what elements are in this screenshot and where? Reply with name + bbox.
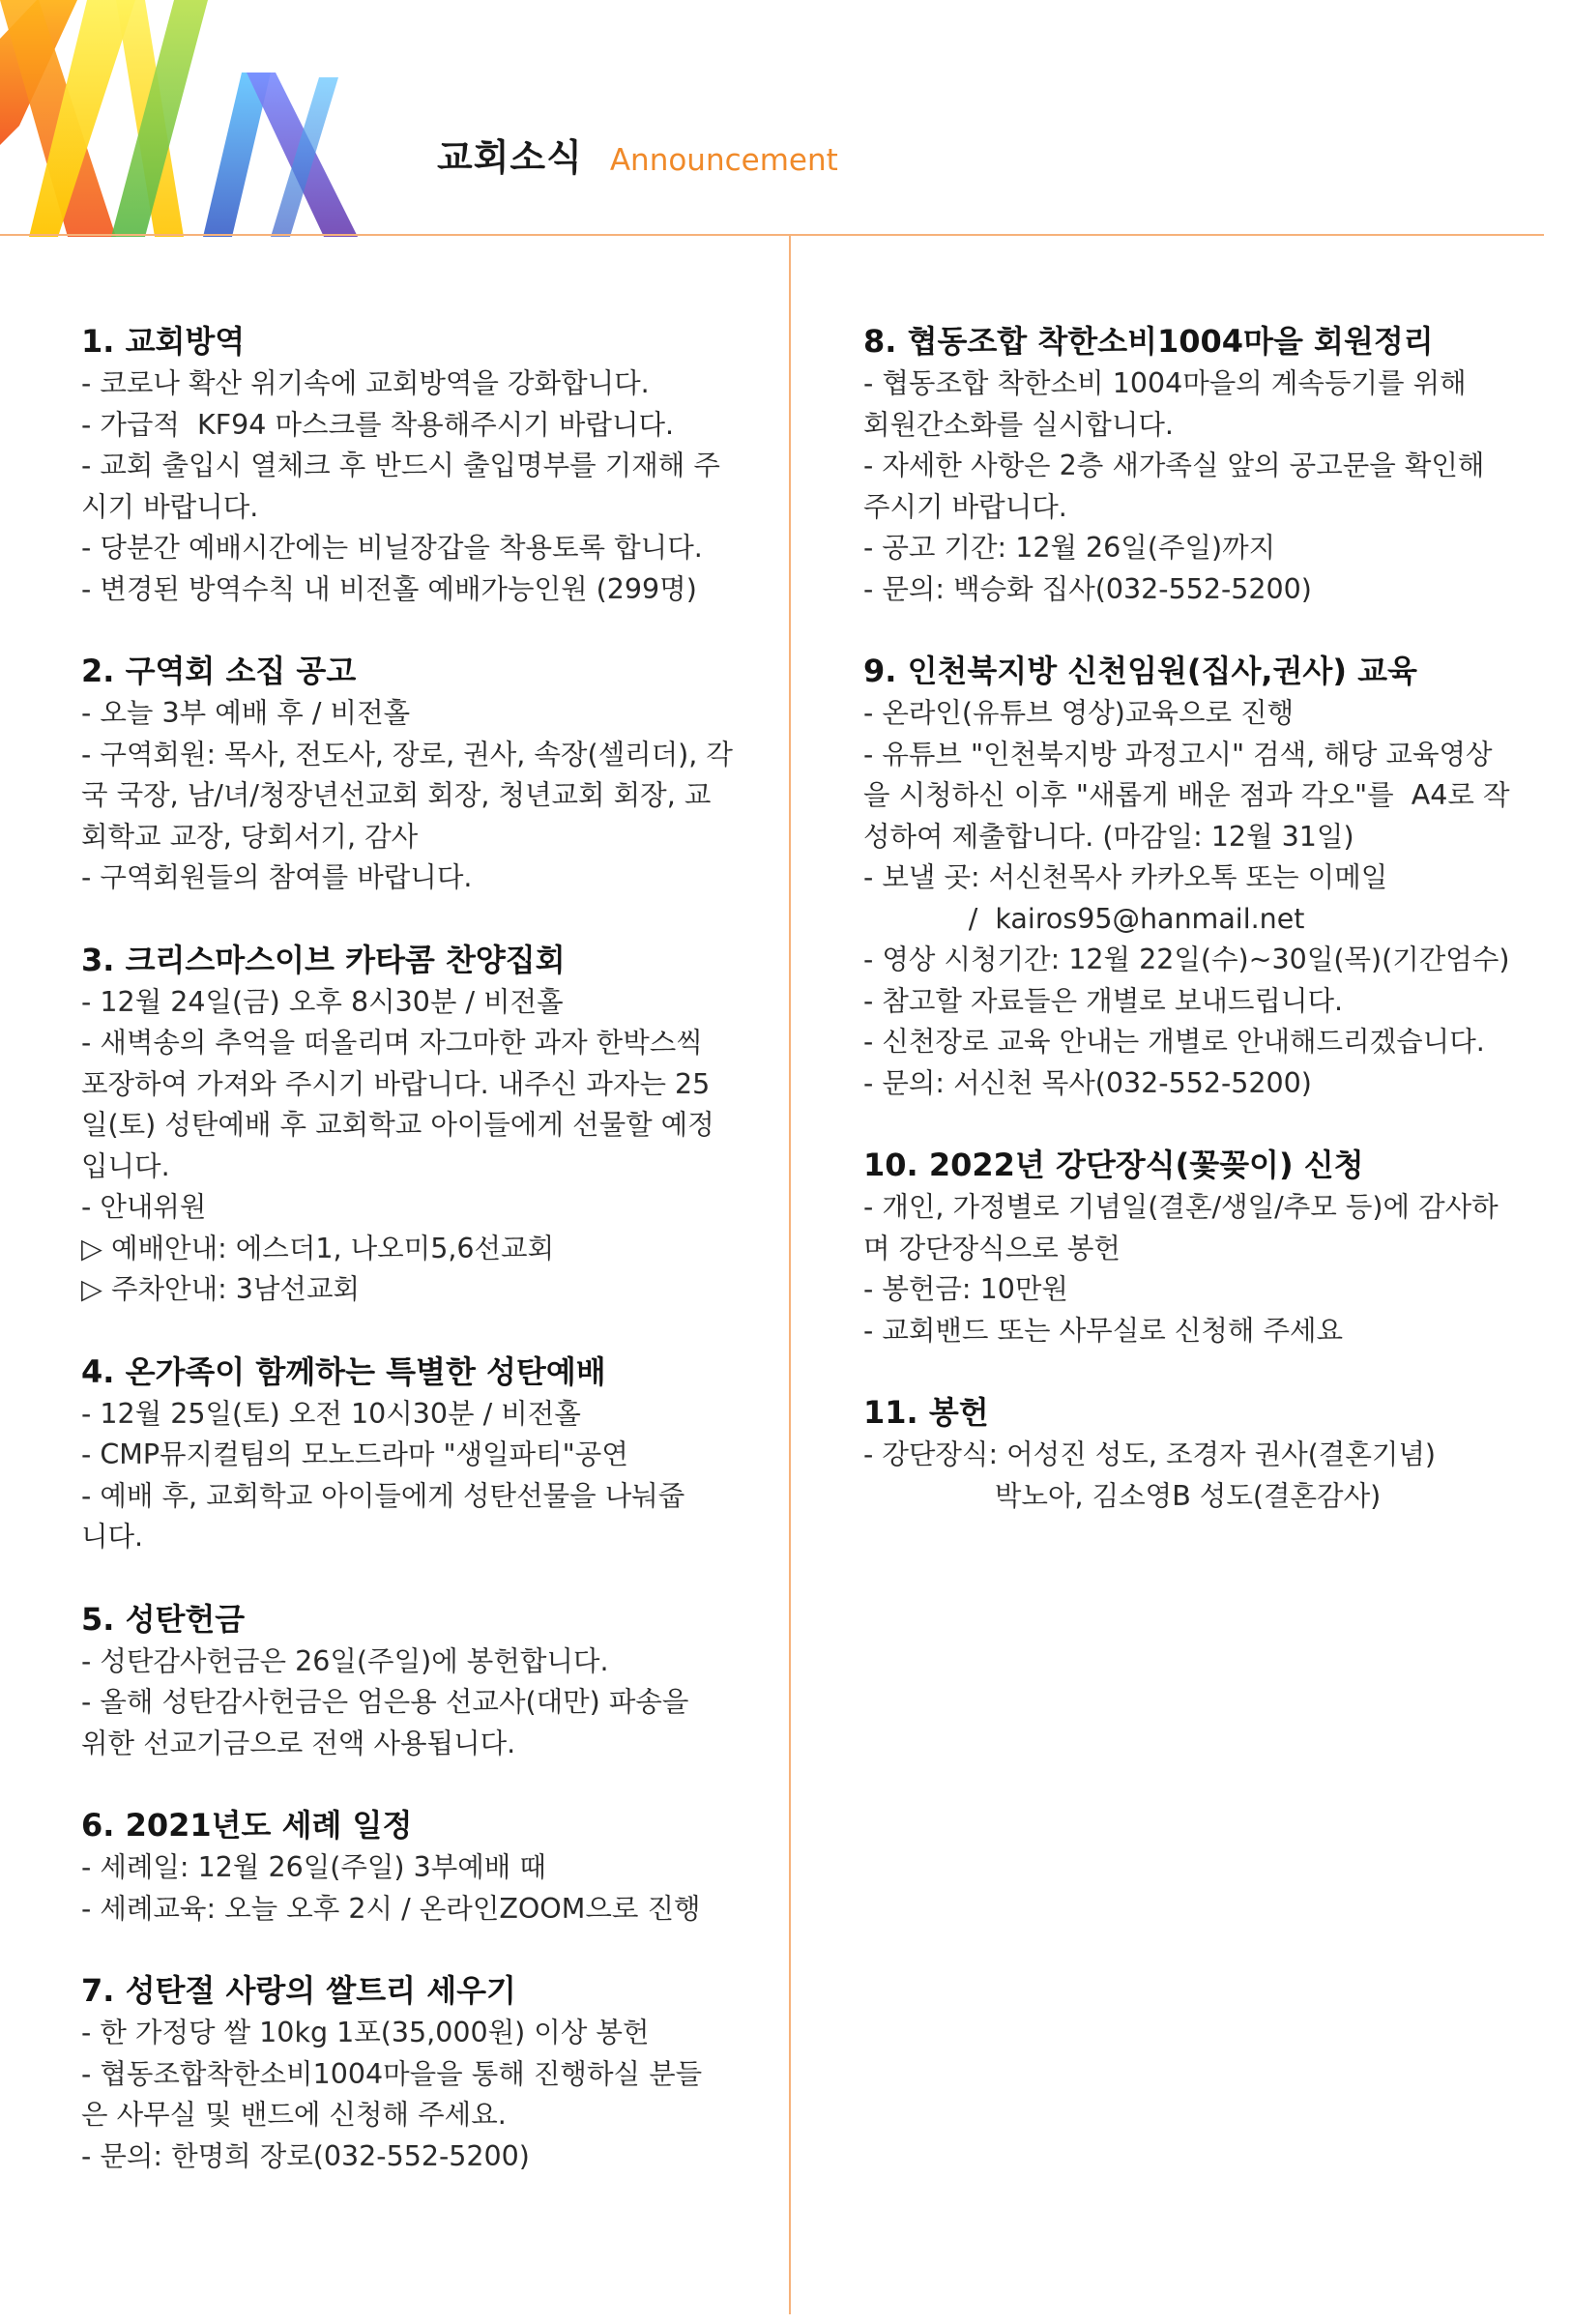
announcement-section (863, 319, 1530, 610)
page-title-english: Announcement (609, 143, 838, 178)
section-line: - 새벽송의 추억을 떠올리며 자그마한 과자 한박스씩 (81, 1027, 703, 1059)
page-title-korean: 교회소식 (437, 136, 583, 179)
section-line: 니다. (81, 1521, 144, 1553)
section-line: - 참고할 자료들은 개별로 보내드립니다. (863, 984, 1344, 1017)
column-divider (789, 236, 791, 2314)
right-column (863, 319, 1530, 1555)
section-line: - 가급적 KF94 마스크를 착용해주시기 바랍니다. (81, 408, 675, 441)
section-line: - 구역회원: 목사, 전도사, 장로, 권사, 속장(셀리더), 각 (81, 738, 733, 770)
section-line: - 12월 24일(금) 오후 8시30분 / 비전홀 (81, 985, 564, 1018)
section-title: 3. 크리스마스이브 카타콤 찬양집회 (81, 941, 566, 978)
section-line: - 코로나 확산 위기속에 교회방역을 강화합니다. (81, 367, 650, 399)
section-line: - 당분간 예배시간에는 비닐장갑을 착용토록 합니다. (81, 532, 703, 564)
section-line: - 교회 출입시 열체크 후 반드시 출입명부를 기재해 주 (81, 450, 720, 481)
section-line: 박노아, 김소영B 성도(결혼감사) (863, 1479, 1382, 1512)
announcement-section (863, 1390, 1530, 1517)
section-line: - 오늘 3부 예배 후 / 비전홀 (81, 697, 411, 729)
section-title: 9. 인천북지방 신천임원(집사,권사) 교육 (863, 653, 1417, 689)
page-title (437, 128, 838, 181)
section-line: 성하여 제출합니다. (마감일: 12월 31일) (863, 820, 1354, 853)
section-title: 11. 봉헌 (863, 1394, 989, 1431)
section-line: 시기 바랍니다. (81, 490, 259, 523)
announcement-section (81, 938, 739, 1311)
section-line: - 교회밴드 또는 사무실로 신청해 주세요 (863, 1314, 1344, 1347)
announcement-section (81, 649, 739, 899)
section-line: - 영상 시청기간: 12월 22일(수)~30일(목)(기간엄수) (863, 944, 1510, 975)
section-line: - 공고 기간: 12월 26일(주일)까지 (863, 532, 1276, 564)
section-line: ▷ 예배안내: 에스더1, 나오미5,6선교회 (81, 1232, 555, 1264)
section-line: ▷ 주차안내: 3남선교회 (81, 1273, 361, 1305)
section-line: - 세례교육: 오늘 오후 2시 / 온라인ZOOM으로 진행 (81, 1892, 701, 1925)
section-line: 국 국장, 남/녀/청장년선교회 회장, 청년교회 회장, 교 (81, 779, 712, 811)
section-line: 며 강단장식으로 봉헌 (863, 1232, 1121, 1264)
section-line: - 성탄감사헌금은 26일(주일)에 봉헌합니다. (81, 1644, 609, 1677)
section-title: 6. 2021년도 세례 일정 (81, 1807, 413, 1844)
section-line: - 12월 25일(토) 오전 10시30분 / 비전홀 (81, 1397, 581, 1430)
section-line: 회원간소화를 실시합니다. (863, 408, 1174, 441)
section-line: - 문의: 서신천 목사(032-552-5200) (863, 1066, 1312, 1099)
left-column (81, 319, 739, 2216)
section-line: - 협동조합착한소비1004마을을 통해 진행하실 분들 (81, 2057, 703, 2090)
section-title: 2. 구역회 소집 공고 (81, 653, 357, 689)
section-line: - 보낼 곳: 서신천목사 카카오톡 또는 이메일 (863, 861, 1388, 893)
section-line: 은 사무실 및 밴드에 신청해 주세요. (81, 2099, 507, 2131)
announcement-section (81, 1350, 739, 1558)
section-line: - 신천장로 교육 안내는 개별로 안내해드리겠습니다. (863, 1026, 1485, 1058)
section-line: - 강단장식: 어성진 성도, 조경자 권사(결혼기념) (863, 1438, 1437, 1470)
section-title: 7. 성탄절 사랑의 쌀트리 세우기 (81, 1972, 516, 2009)
section-line: - 세례일: 12월 26일(주일) 3부예배 때 (81, 1851, 546, 1883)
email-address[interactable]: / kairos95@hanmail.net (863, 902, 1305, 935)
section-line: - 협동조합 착한소비 1004마을의 계속등기를 위해 (863, 367, 1467, 399)
section-title: 4. 온가족이 함께하는 특별한 성탄예배 (81, 1352, 606, 1390)
section-line: 입니다. (81, 1149, 170, 1182)
header-divider (0, 234, 1544, 236)
section-line: - CMP뮤지컬팀의 모노드라마 "생일파티"공연 (81, 1438, 628, 1470)
announcement-section (81, 319, 739, 610)
section-line: - 봉헌금: 10만원 (863, 1273, 1068, 1305)
section-title: 1. 교회방역 (81, 323, 246, 360)
announcement-section (81, 1597, 739, 1765)
header-decoration (0, 0, 367, 237)
section-title: 5. 성탄헌금 (81, 1600, 246, 1638)
section-line: - 변경된 방역수칙 내 비전홀 예배가능인원 (299명) (81, 572, 697, 605)
section-line: 위한 선교기금으로 전액 사용됩니다. (81, 1727, 516, 1759)
section-line: - 올해 성탄감사헌금은 엄은용 선교사(대만) 파송을 (81, 1686, 689, 1718)
section-line: 포장하여 가져와 주시기 바랍니다. 내주신 과자는 25 (81, 1067, 711, 1100)
section-line: - 문의: 백승화 집사(032-552-5200) (863, 572, 1312, 605)
section-line: - 개인, 가정별로 기념일(결혼/생일/추모 등)에 감사하 (863, 1191, 1499, 1223)
section-line: 일(토) 성탄예배 후 교회학교 아이들에게 선물할 예정 (81, 1109, 714, 1141)
section-line: - 문의: 한명희 장로(032-552-5200) (81, 2139, 530, 2172)
section-title: 10. 2022년 강단장식(꽃꽂이) 신청 (863, 1147, 1364, 1183)
announcement-section (81, 1803, 739, 1930)
section-line: - 구역회원들의 참여를 바랍니다. (81, 861, 473, 893)
section-line: - 유튜브 "인천북지방 과정고시" 검색, 해당 교육영상 (863, 738, 1493, 770)
section-line: 을 시청하신 이후 "새롭게 배운 점과 각오"를 A4로 작 (863, 779, 1510, 811)
section-line: 회학교 교장, 당회서기, 감사 (81, 820, 419, 853)
announcement-section (863, 1143, 1530, 1351)
section-line: - 안내위원 (81, 1191, 207, 1223)
section-line: - 자세한 사항은 2층 새가족실 앞의 공고문을 확인해 (863, 450, 1485, 481)
announcement-section (863, 649, 1530, 1104)
section-line: - 온라인(유튜브 영상)교육으로 진행 (863, 697, 1295, 729)
section-line: - 한 가정당 쌀 10kg 1포(35,000원) 이상 봉헌 (81, 2017, 650, 2048)
announcement-section (81, 1968, 739, 2177)
section-line: 주시기 바랍니다. (863, 490, 1067, 523)
section-line: - 예배 후, 교회학교 아이들에게 성탄선물을 나눠줍 (81, 1479, 685, 1512)
section-title: 8. 협동조합 착한소비1004마을 회원정리 (863, 323, 1434, 360)
